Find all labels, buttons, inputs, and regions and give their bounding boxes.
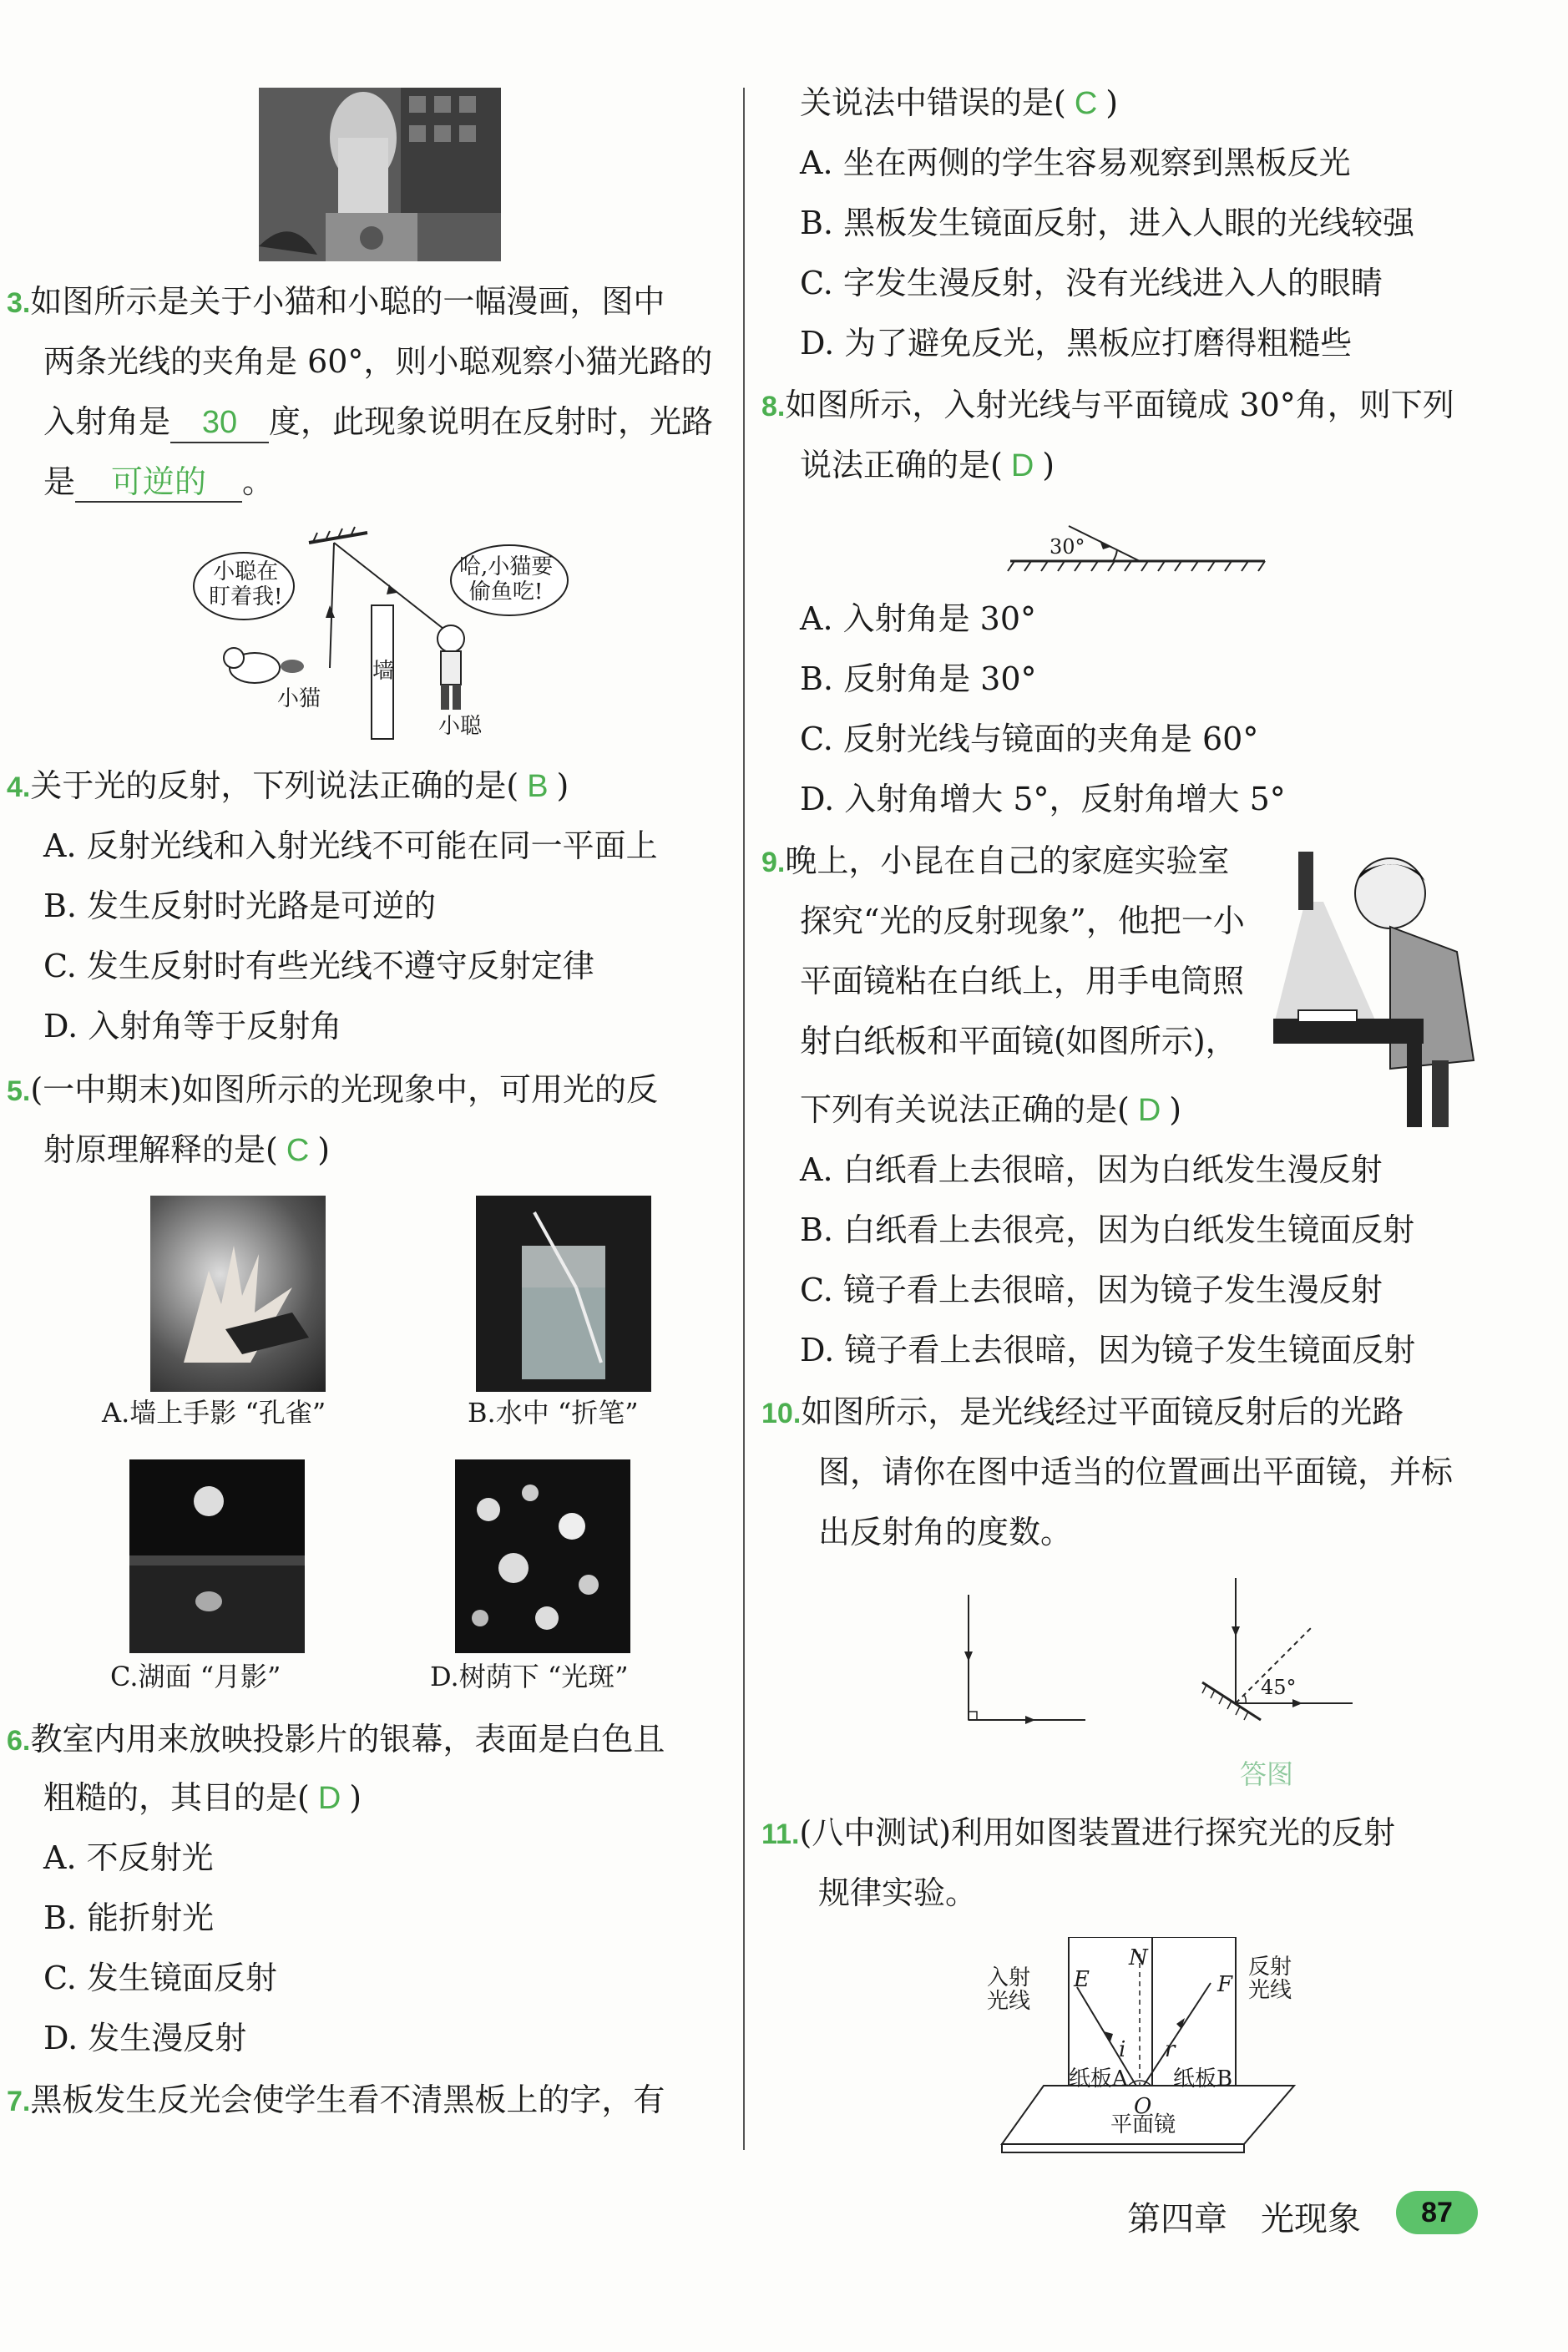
- q11-label-f: F: [1217, 1972, 1233, 1997]
- q8-option-b: B. 反射角是 30°: [800, 660, 1037, 697]
- q5-number: 5.: [7, 1075, 31, 1107]
- q3-text-c: 是: [43, 463, 76, 500]
- q5-line1: [7, 1070, 658, 1110]
- q11-reflected-label-2: 光线: [1248, 1978, 1292, 2003]
- q3-text-b: 度，此现象说明在反射时，光路: [269, 403, 714, 440]
- q3-cat-bubble-line1: 小聪在: [213, 559, 279, 584]
- q7-option-a: A. 坐在两侧的学生容易观察到黑板反光: [800, 144, 1351, 181]
- q4-answer[interactable]: B: [527, 769, 549, 804]
- q10-angle-label: 45°: [1261, 1676, 1297, 1699]
- q8-number: 8.: [761, 391, 786, 422]
- q7-number: 7.: [7, 2086, 31, 2117]
- q4-stem-text: 关于光的反射，下列说法正确的是(: [30, 767, 519, 804]
- q3-line3: [43, 402, 713, 443]
- q9-answer[interactable]: D: [1137, 1093, 1161, 1128]
- q9-line3: 平面镜粘在白纸上，用手电筒照: [800, 963, 1245, 999]
- q9-option-b: B. 白纸看上去很亮，因为白纸发生镜面反射: [800, 1211, 1415, 1248]
- q11-line1: [761, 1813, 1395, 1854]
- q5-stem: (一中期末)如图所示的光现象中，可用光的反: [30, 1071, 659, 1108]
- q3-boy-bubble-line2: 偷鱼吃!: [468, 579, 544, 604]
- q6-line1: [7, 1720, 665, 1760]
- q11-incident-label-1: 入射: [987, 1965, 1031, 1990]
- q6-close: ): [349, 1779, 362, 1816]
- q11-reflected-label: [1248, 1955, 1292, 2002]
- statue-image: [259, 88, 501, 261]
- q4-option-a: A. 反射光线和入射光线不可能在同一平面上: [43, 827, 658, 864]
- q10-line2: 图，请你在图中适当的位置画出平面镜，并标: [818, 1454, 1454, 1490]
- q4-option-c: C. 发生反射时有些光线不遵守反射定律: [43, 948, 594, 984]
- q11-incident-label: [987, 1966, 1030, 2013]
- q8-line2: [800, 446, 1055, 485]
- q9-line1: [761, 842, 1229, 882]
- q8-close: ): [1042, 447, 1055, 483]
- q6-stem-2: 粗糙的，其目的是(: [43, 1779, 310, 1816]
- q8-option-a: A. 入射角是 30°: [800, 600, 1037, 637]
- q7-stem-2: 关说法中错误的是(: [800, 84, 1066, 121]
- q11-board-a-label: 纸板A: [1069, 2066, 1128, 2092]
- q7-line2: [800, 83, 1118, 123]
- q11-label-o: O: [1134, 2094, 1152, 2119]
- q9-number: 9.: [761, 847, 786, 878]
- q9-option-d: D. 镜子看上去很暗，因为镜子发生镜面反射: [800, 1332, 1416, 1368]
- q11-board-b-label: 纸板B: [1173, 2066, 1233, 2092]
- q11-apparatus-figure: [987, 1937, 1311, 2154]
- q8-option-d: D. 入射角增大 5°，反射角增大 5°: [800, 781, 1286, 817]
- q7-line1: [7, 2081, 665, 2121]
- q11-number: 11.: [761, 1818, 800, 1850]
- q6-option-a: A. 不反射光: [43, 1839, 214, 1876]
- q11-reflected-label-1: 反射: [1248, 1955, 1292, 1980]
- q8-stem: 如图所示，入射光线与平面镜成 30°角，则下列: [785, 387, 1454, 423]
- q3-line2: 两条光线的夹角是 60°，则小聪观察小猫光路的: [43, 343, 713, 380]
- q11-incident-label-2: 光线: [987, 1989, 1031, 2014]
- q9-stem-5: 下列有关说法正确的是(: [800, 1091, 1130, 1128]
- q7-option-d: D. 为了避免反光，黑板应打磨得粗糙些: [800, 325, 1353, 362]
- q4-number: 4.: [7, 771, 31, 803]
- q5-photo-b-bent-pen: [476, 1196, 651, 1392]
- q3-cat-label: 小猫: [277, 686, 321, 711]
- q3-line1: [7, 282, 665, 322]
- q9-boy-flashlight-figure: [1265, 843, 1486, 1127]
- q10-line3: 出反射角的度数。: [818, 1514, 1073, 1550]
- q11-label-n: N: [1129, 1945, 1148, 1970]
- q6-option-c: C. 发生镜面反射: [43, 1960, 277, 1996]
- q7-option-c: C. 字发生漫反射，没有光线进入人的眼睛: [800, 265, 1383, 301]
- q10-answer-caption: 答图: [1240, 1758, 1294, 1790]
- q3-text-a: 入射角是: [43, 403, 171, 440]
- q3-answer-blank-2[interactable]: 可逆的: [75, 463, 242, 503]
- q9-line5: [800, 1090, 1181, 1130]
- q4-close: ): [556, 767, 569, 804]
- q5-photo-a-hand-shadow: [150, 1196, 326, 1392]
- q4-option-b: B. 发生反射时光路是可逆的: [43, 888, 437, 924]
- q5-caption-a: A.墙上手影 “孔雀”: [102, 1397, 326, 1429]
- q5-photo-d-light-spots: [455, 1459, 630, 1653]
- q6-line2: [43, 1778, 362, 1818]
- q5-line2: [43, 1130, 330, 1170]
- q9-line4: 射白纸板和平面镜(如图所示)，: [800, 1023, 1237, 1060]
- q10-line1: [761, 1393, 1404, 1433]
- q9-close: ): [1169, 1091, 1182, 1128]
- q8-line1: [761, 386, 1454, 426]
- q7-close: ): [1105, 84, 1119, 121]
- statue-photo: [259, 88, 501, 261]
- q5-caption-d: D.树荫下 “光斑”: [430, 1661, 629, 1692]
- q11-label-r: r: [1165, 2037, 1176, 2062]
- q8-angle-label: 30°: [1050, 535, 1085, 559]
- q10-number: 10.: [761, 1398, 802, 1429]
- page-number-badge: 87: [1396, 2191, 1478, 2234]
- q5-caption-b: B.水中 “折笔”: [468, 1397, 639, 1429]
- q3-answer-blank-1[interactable]: 30: [170, 403, 269, 443]
- q7-stem: 黑板发生反光会使学生看不清黑板上的字，有: [30, 2081, 665, 2118]
- q5-close: ): [317, 1131, 331, 1168]
- q10-figures: [952, 1578, 1369, 1737]
- q9-line2: 探究“光的反射现象”，他把一小: [800, 903, 1245, 939]
- q6-option-b: B. 能折射光: [43, 1899, 215, 1936]
- column-divider: [743, 88, 745, 2150]
- q3-line4: [43, 463, 274, 503]
- q3-cat-bubble: [209, 559, 282, 609]
- q8-stem-2: 说法正确的是(: [800, 447, 1003, 483]
- q3-number: 3.: [7, 287, 31, 319]
- q5-photo-c-lake-moon: [129, 1459, 305, 1653]
- q11-label-e: E: [1074, 1967, 1090, 1992]
- q6-option-d: D. 发生漫反射: [43, 2020, 247, 2056]
- q11-label-i: i: [1119, 2037, 1126, 2062]
- q8-option-c: C. 反射光线与镜面的夹角是 60°: [800, 721, 1259, 757]
- q6-number: 6.: [7, 1725, 31, 1757]
- q3-boy-bubble-line1: 哈,小猫要: [459, 554, 554, 579]
- q7-option-b: B. 黑板发生镜面反射，进入人眼的光线较强: [800, 205, 1415, 241]
- q7-answer[interactable]: C: [1074, 86, 1098, 121]
- q8-answer[interactable]: D: [1010, 448, 1034, 483]
- q3-cartoon-figure: [184, 526, 601, 751]
- q4-option-d: D. 入射角等于反射角: [43, 1008, 342, 1044]
- q11-mirror-label: 平面镜: [1110, 2112, 1176, 2137]
- q5-caption-c: C.湖面 “月影”: [110, 1661, 281, 1692]
- q6-stem: 教室内用来放映投影片的银幕，表面是白色且: [30, 1721, 665, 1758]
- q3-boy-label: 小聪: [438, 714, 483, 739]
- q3-boy-bubble: [459, 554, 553, 604]
- q5-stem-2: 射原理解释的是(: [43, 1131, 278, 1168]
- q11-line2: 规律实验。: [818, 1874, 978, 1911]
- q9-option-c: C. 镜子看上去很暗，因为镜子发生漫反射: [800, 1272, 1383, 1308]
- q10-stem-1: 如图所示，是光线经过平面镜反射后的光路: [801, 1393, 1404, 1430]
- q5-answer[interactable]: C: [286, 1133, 310, 1168]
- q6-answer[interactable]: D: [317, 1781, 341, 1816]
- q11-stem-1: (八中测试)利用如图装置进行探究光的反射: [799, 1814, 1396, 1851]
- q3-cat-bubble-line2: 盯着我!: [209, 584, 283, 609]
- q8-mirror-figure: [1006, 518, 1273, 576]
- q9-stem-1: 晚上，小昆在自己的家庭实验室: [785, 842, 1230, 879]
- chapter-footer: 第四章 光现象: [1127, 2200, 1361, 2238]
- q3-wall-label: 墙: [372, 659, 395, 684]
- q9-option-a: A. 白纸看上去很暗，因为白纸发生漫反射: [800, 1151, 1383, 1188]
- q4-stem: [7, 766, 569, 807]
- q3-text-d: 。: [242, 463, 275, 500]
- q3-stem: 如图所示是关于小猫和小聪的一幅漫画，图中: [30, 283, 665, 320]
